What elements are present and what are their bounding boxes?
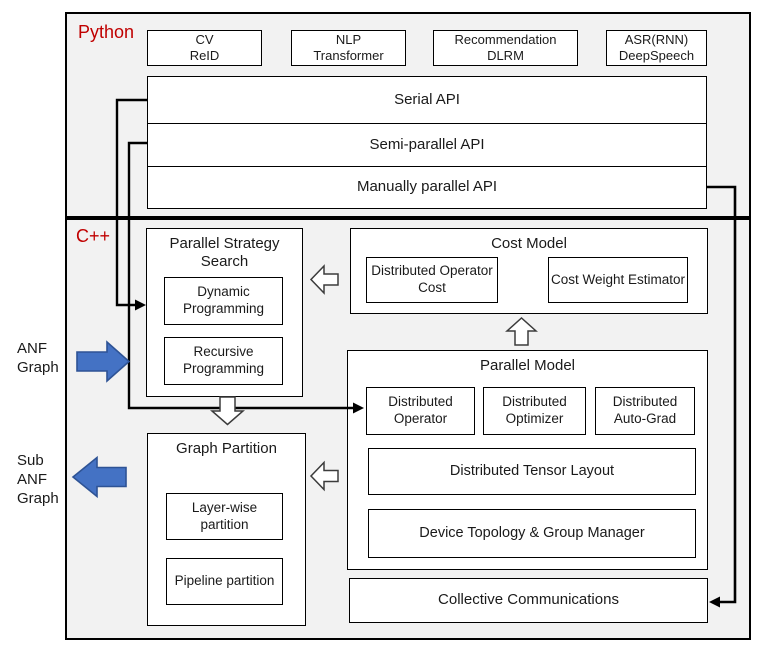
anf-graph-label [17, 339, 59, 377]
app-box-label [313, 32, 383, 65]
app-line2: ReID [189, 48, 220, 63]
layer-wise-partition-box [166, 493, 283, 540]
sub-anf-graph-line: Sub [17, 452, 44, 469]
app-box-asr-deepspeech [606, 30, 707, 66]
collective-communications-label: Collective Communications [438, 591, 619, 609]
pipeline-partition-label: Pipeline partition [174, 573, 275, 589]
app-box-label [619, 32, 694, 65]
app-line2: DeepSpeech [618, 48, 695, 63]
python-section-label: Python [78, 22, 135, 42]
pipeline-partition-box [166, 558, 283, 605]
semi-parallel-api-label: Semi-parallel API [369, 135, 485, 153]
parallel-strategy-search-title: Parallel Strategy Search [169, 235, 280, 270]
graph-partition-title: Graph Partition [176, 440, 277, 457]
app-line2: Transformer [313, 48, 384, 63]
layer-wise-partition-label: Layer-wise partition [191, 499, 258, 532]
serial-api-label: Serial API [394, 90, 460, 108]
manually-parallel-api-label: Manually parallel API [356, 178, 498, 196]
sub-anf-graph-label [17, 451, 59, 508]
app-line1: ASR(RNN) [624, 31, 689, 47]
dynamic-programming-label: Dynamic Programming [182, 284, 265, 316]
device-topology-group-manager-label: Device Topology & Group Manager [419, 525, 645, 542]
dynamic-programming-box [164, 277, 283, 325]
serial-api-box [147, 76, 707, 124]
anf-graph-line: Graph [17, 359, 59, 376]
distributed-tensor-layout-box [368, 448, 696, 495]
app-line1: Recommendation [454, 31, 557, 47]
app-box-nlp-transformer [291, 30, 406, 66]
semi-parallel-api-box [147, 123, 707, 167]
cpp-section-label: C++ [76, 226, 111, 246]
distributed-operator-cost-label: Distributed Operator Cost [371, 263, 493, 295]
manually-parallel-api-box [147, 166, 707, 209]
distributed-operator-box [366, 387, 475, 435]
distributed-optimizer-box [483, 387, 586, 435]
recursive-programming-label: Recursive Programming [182, 344, 265, 376]
distributed-tensor-layout-label: Distributed Tensor Layout [449, 463, 615, 480]
sub-anf-graph-line: Graph [17, 490, 59, 507]
app-line1: CV [195, 31, 214, 47]
distributed-auto-grad-label: Distributed Auto-Grad [612, 394, 678, 426]
cost-weight-estimator-box [548, 257, 688, 303]
app-box-label [190, 32, 220, 65]
app-line1: NLP [335, 31, 362, 47]
app-box-cv-reid [147, 30, 262, 66]
device-topology-group-manager-box [368, 509, 696, 558]
app-line2: DLRM [487, 48, 524, 63]
parallel-model-title: Parallel Model [479, 357, 576, 374]
cost-model-title: Cost Model [491, 235, 567, 252]
collective-communications-box [349, 578, 708, 623]
anf-graph-line: ANF [17, 340, 47, 357]
app-box-label [455, 32, 557, 65]
distributed-operator-label: Distributed Operator [388, 394, 453, 426]
distributed-operator-cost-box [366, 257, 498, 303]
cost-weight-estimator-label: Cost Weight Estimator [550, 271, 686, 287]
sub-anf-graph-line: ANF [17, 471, 47, 488]
recursive-programming-box [164, 337, 283, 385]
distributed-auto-grad-box [595, 387, 695, 435]
distributed-optimizer-label: Distributed Optimizer [502, 394, 567, 426]
app-box-recommendation-dlrm [433, 30, 578, 66]
